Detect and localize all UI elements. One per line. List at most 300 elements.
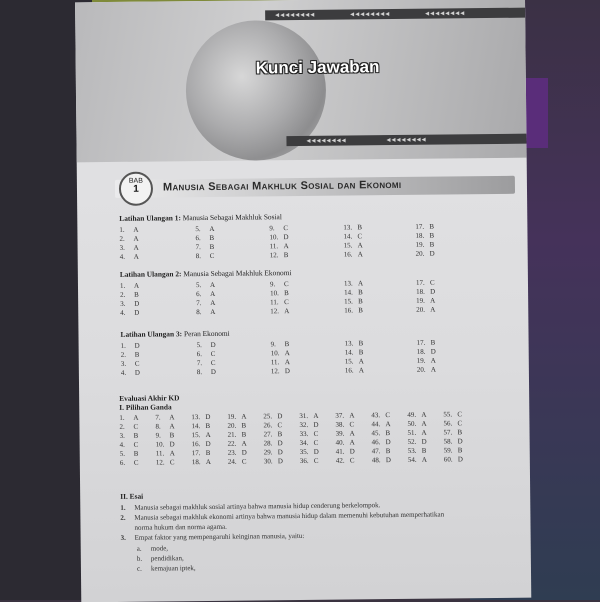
answer-letter: C bbox=[211, 359, 216, 367]
essay-subitem-text: kemajuan iptek, bbox=[151, 564, 196, 572]
answer-item bbox=[344, 250, 363, 258]
evaluation-answer-item bbox=[336, 429, 355, 437]
evaluation-answer-item bbox=[155, 413, 174, 421]
answer-letter: C bbox=[284, 298, 289, 306]
answer-letter: B bbox=[242, 431, 247, 439]
evaluation-answer-item bbox=[191, 413, 210, 421]
evaluation-answer-item bbox=[444, 446, 463, 454]
answer-number: 19. bbox=[227, 413, 241, 421]
answer-letter: A bbox=[169, 413, 174, 421]
evaluation-answer-item bbox=[408, 447, 427, 455]
answer-letter: A bbox=[313, 412, 318, 420]
answer-letter: B bbox=[358, 297, 363, 305]
arrows-decoration: ◂◂◂◂◂◂◂◂ bbox=[386, 135, 426, 145]
answer-number: 51. bbox=[407, 429, 421, 437]
answer-number: 17. bbox=[417, 339, 431, 347]
answer-letter: B bbox=[205, 422, 210, 430]
answer-item bbox=[416, 306, 435, 314]
evaluation-answer-item bbox=[120, 450, 139, 458]
evaluation-answer-item bbox=[156, 440, 175, 448]
answer-number: 5. bbox=[120, 450, 134, 458]
answer-item bbox=[197, 350, 216, 358]
evaluation-answer-item bbox=[156, 449, 175, 457]
answer-item bbox=[271, 358, 290, 366]
answer-item bbox=[271, 340, 290, 348]
answer-item bbox=[417, 366, 436, 374]
evaluation-answer-item bbox=[264, 448, 283, 456]
answer-item bbox=[196, 290, 215, 298]
answer-number: 3. bbox=[120, 432, 134, 440]
answer-letter: B bbox=[359, 348, 364, 356]
answer-number: 9. bbox=[269, 224, 283, 232]
answer-number: 13. bbox=[344, 279, 358, 287]
answer-number: 5. bbox=[196, 281, 210, 289]
evaluation-answer-item bbox=[227, 422, 246, 430]
answer-number: 43. bbox=[371, 411, 385, 419]
answer-letter: D bbox=[313, 421, 318, 429]
answer-letter: A bbox=[284, 307, 289, 315]
answer-number: 7. bbox=[196, 299, 210, 307]
evaluation-answer-item bbox=[299, 421, 318, 429]
evaluation-answer-item bbox=[443, 410, 462, 418]
answer-number: 15. bbox=[345, 357, 359, 365]
answer-letter: D bbox=[211, 341, 216, 349]
answer-letter: B bbox=[284, 251, 289, 259]
answer-item bbox=[345, 339, 364, 347]
answer-number: 48. bbox=[372, 456, 386, 464]
answer-item bbox=[344, 297, 363, 305]
answer-number: 13. bbox=[345, 339, 359, 347]
evaluation-answer-item bbox=[227, 413, 246, 421]
essay-item bbox=[120, 501, 380, 512]
evaluation-answer-item bbox=[408, 438, 427, 446]
answer-letter: C bbox=[277, 421, 282, 429]
answer-letter: B bbox=[134, 432, 139, 440]
evaluation-answer-item bbox=[300, 430, 319, 438]
answer-letter: D bbox=[135, 342, 140, 350]
answer-letter: C bbox=[457, 419, 462, 427]
answer-number: 1. bbox=[120, 282, 134, 290]
answer-letter: A bbox=[359, 357, 364, 365]
evaluation-answer-item bbox=[443, 428, 462, 436]
answer-item bbox=[120, 244, 139, 252]
answer-number: 46. bbox=[372, 438, 386, 446]
answer-letter: A bbox=[134, 244, 139, 252]
answer-letter: A bbox=[358, 250, 363, 258]
answer-number: 2. bbox=[119, 423, 133, 431]
answer-item bbox=[271, 367, 290, 375]
answer-letter: D bbox=[134, 309, 139, 317]
answer-number: 47. bbox=[372, 447, 386, 455]
answer-number: 10. bbox=[156, 440, 170, 448]
essay-subitem-letter: c. bbox=[137, 565, 151, 573]
answer-letter: C bbox=[349, 420, 354, 428]
answer-letter: A bbox=[133, 235, 138, 243]
essay-subitem bbox=[137, 554, 184, 562]
chapter-number: 1 bbox=[121, 185, 151, 195]
answer-item bbox=[271, 349, 290, 357]
answer-number: 22. bbox=[228, 440, 242, 448]
answer-number: 53. bbox=[408, 447, 422, 455]
answer-letter: D bbox=[205, 413, 210, 421]
answer-item bbox=[345, 357, 364, 365]
answer-item bbox=[197, 368, 216, 376]
answer-item bbox=[344, 288, 363, 296]
evaluation-answer-item bbox=[192, 449, 211, 457]
evaluation-answer-item bbox=[228, 431, 247, 439]
answer-letter: C bbox=[283, 224, 288, 232]
answer-number: 41. bbox=[336, 448, 350, 456]
answer-letter: A bbox=[350, 438, 355, 446]
answer-number: 5. bbox=[197, 341, 211, 349]
answer-letter: B bbox=[206, 449, 211, 457]
chapter-label: BAB bbox=[121, 178, 151, 185]
answer-letter: D bbox=[430, 288, 435, 296]
answer-letter: C bbox=[457, 410, 462, 418]
answer-number: 3. bbox=[120, 244, 134, 252]
exercise-title-topic: Manusia Sebagai Makhluk Ekonomi bbox=[183, 268, 291, 278]
evaluation-answer-item bbox=[192, 440, 211, 448]
evaluation-answer-item bbox=[119, 414, 138, 422]
answer-number: 3. bbox=[121, 360, 135, 368]
answer-item bbox=[344, 241, 363, 249]
answer-number: 50. bbox=[407, 420, 421, 428]
evaluation-answer-item bbox=[120, 459, 139, 467]
essay-subitem bbox=[137, 544, 168, 552]
answer-number: 9. bbox=[271, 340, 285, 348]
answer-number: 25. bbox=[263, 412, 277, 420]
essay-number: 2. bbox=[120, 514, 134, 522]
evaluation-subtitle: I. Pilihan Ganda bbox=[119, 402, 171, 412]
evaluation-answer-item bbox=[264, 430, 283, 438]
answer-letter: D bbox=[386, 438, 391, 446]
answer-item bbox=[196, 308, 215, 316]
answer-number: 29. bbox=[264, 448, 278, 456]
evaluation-answer-item bbox=[444, 437, 463, 445]
answer-number: 2. bbox=[121, 351, 135, 359]
answer-item bbox=[119, 226, 138, 234]
page-title: Kunci Jawaban bbox=[256, 57, 380, 78]
answer-number: 56. bbox=[443, 419, 457, 427]
answer-letter: B bbox=[209, 234, 214, 242]
answer-letter: B bbox=[357, 223, 362, 231]
answer-letter: A bbox=[134, 282, 139, 290]
answer-letter: C bbox=[134, 459, 139, 467]
answer-letter: B bbox=[457, 428, 462, 436]
answer-letter: D bbox=[211, 368, 216, 376]
answer-letter: C bbox=[430, 279, 435, 287]
evaluation-answer-item bbox=[335, 420, 354, 428]
answer-item bbox=[195, 225, 214, 233]
answer-number: 19. bbox=[416, 241, 430, 249]
answer-letter: B bbox=[430, 241, 435, 249]
document-page bbox=[75, 0, 531, 602]
answer-number: 38. bbox=[335, 421, 349, 429]
answer-item bbox=[416, 250, 435, 258]
answer-letter: B bbox=[385, 429, 390, 437]
evaluation-answer-item bbox=[264, 457, 283, 465]
answer-letter: C bbox=[242, 458, 247, 466]
evaluation-answer-item bbox=[263, 412, 282, 420]
evaluation-answer-item bbox=[119, 423, 138, 431]
answer-letter: C bbox=[314, 430, 319, 438]
evaluation-answer-item bbox=[263, 421, 282, 429]
answer-letter: C bbox=[134, 441, 139, 449]
answer-letter: C bbox=[314, 439, 319, 447]
answer-letter: D bbox=[206, 440, 211, 448]
answer-letter: D bbox=[278, 448, 283, 456]
answer-item bbox=[196, 243, 215, 251]
essay-subitem-letter: b. bbox=[137, 555, 151, 563]
answer-number: 19. bbox=[416, 297, 430, 305]
answer-item bbox=[270, 298, 289, 306]
answer-letter: B bbox=[358, 306, 363, 314]
answer-letter: A bbox=[358, 241, 363, 249]
answer-letter: A bbox=[210, 299, 215, 307]
answer-letter: B bbox=[170, 431, 175, 439]
answer-number: 49. bbox=[407, 411, 421, 419]
answer-number: 42. bbox=[336, 457, 350, 465]
answer-item bbox=[197, 341, 216, 349]
answer-number: 6. bbox=[197, 350, 211, 358]
answer-letter: B bbox=[358, 288, 363, 296]
answer-letter: B bbox=[386, 447, 391, 455]
answer-number: 39. bbox=[336, 430, 350, 438]
answer-number: 18. bbox=[192, 458, 206, 466]
answer-item bbox=[270, 242, 289, 250]
answer-item bbox=[196, 281, 215, 289]
answer-letter: A bbox=[385, 420, 390, 428]
answer-item bbox=[270, 251, 289, 259]
evaluation-answer-item bbox=[371, 411, 390, 419]
answer-number: 20. bbox=[227, 422, 241, 430]
answer-item bbox=[121, 351, 140, 359]
answer-number: 32. bbox=[299, 421, 313, 429]
answer-number: 17. bbox=[416, 279, 430, 287]
answer-letter: B bbox=[284, 289, 289, 297]
answer-item bbox=[120, 291, 139, 299]
answer-number: 19. bbox=[417, 357, 431, 365]
answer-letter: B bbox=[278, 430, 283, 438]
answer-number: 44. bbox=[371, 420, 385, 428]
evaluation-answer-item bbox=[228, 449, 247, 457]
answer-letter: B bbox=[429, 232, 434, 240]
essay-subitem bbox=[137, 564, 196, 573]
evaluation-title: Evaluasi Akhir KD bbox=[119, 393, 179, 403]
answer-number: 12. bbox=[270, 307, 284, 315]
answer-letter: B bbox=[458, 446, 463, 454]
answer-number: 34. bbox=[300, 439, 314, 447]
answer-letter: A bbox=[285, 349, 290, 357]
answer-number: 23. bbox=[228, 449, 242, 457]
answer-letter: D bbox=[422, 438, 427, 446]
answer-number: 20. bbox=[416, 306, 430, 314]
answer-letter: B bbox=[134, 450, 139, 458]
answer-number: 20. bbox=[416, 250, 430, 258]
answer-number: 17. bbox=[192, 449, 206, 457]
answer-number: 7. bbox=[155, 413, 169, 421]
answer-number: 37. bbox=[335, 412, 349, 420]
answer-number: 45. bbox=[371, 429, 385, 437]
answer-letter: A bbox=[421, 420, 426, 428]
answer-number: 11. bbox=[270, 298, 284, 306]
answer-number: 4. bbox=[121, 369, 135, 377]
answer-item bbox=[196, 252, 215, 260]
exercise-title-topic: Peran Ekonomi bbox=[184, 329, 230, 338]
evaluation-answer-item bbox=[371, 420, 390, 428]
answer-number: 4. bbox=[120, 309, 134, 317]
answer-letter: D bbox=[242, 449, 247, 457]
evaluation-answer-item bbox=[300, 439, 319, 447]
answer-item bbox=[345, 366, 364, 374]
exercise-title bbox=[120, 329, 229, 339]
answer-number: 52. bbox=[408, 438, 422, 446]
answer-letter: D bbox=[283, 233, 288, 241]
answer-letter: C bbox=[357, 232, 362, 240]
answer-letter: A bbox=[169, 422, 174, 430]
evaluation-answer-item bbox=[299, 412, 318, 420]
answer-number: 9. bbox=[156, 431, 170, 439]
answer-item bbox=[345, 348, 364, 356]
evaluation-answer-item bbox=[300, 448, 319, 456]
answer-number: 54. bbox=[408, 456, 422, 464]
answer-item bbox=[195, 234, 214, 242]
answer-item bbox=[120, 300, 139, 308]
answer-letter: A bbox=[285, 358, 290, 366]
answer-letter: A bbox=[210, 308, 215, 316]
answer-number: 18. bbox=[417, 348, 431, 356]
answer-letter: B bbox=[210, 243, 215, 251]
answer-number: 36. bbox=[300, 457, 314, 465]
evaluation-answer-item bbox=[407, 411, 426, 419]
answer-number: 16. bbox=[344, 306, 358, 314]
answer-number: 20. bbox=[417, 366, 431, 374]
answer-number: 31. bbox=[299, 412, 313, 420]
answer-number: 6. bbox=[195, 234, 209, 242]
answer-number: 13. bbox=[191, 413, 205, 421]
answer-letter: D bbox=[431, 348, 436, 356]
answer-letter: D bbox=[135, 369, 140, 377]
answer-item bbox=[270, 307, 289, 315]
answer-letter: D bbox=[314, 448, 319, 456]
answer-item bbox=[343, 223, 362, 231]
answer-item bbox=[416, 279, 435, 287]
answer-letter: C bbox=[385, 411, 390, 419]
answer-number: 26. bbox=[263, 421, 277, 429]
answer-number: 24. bbox=[228, 458, 242, 466]
evaluation-answer-item bbox=[335, 411, 354, 419]
evaluation-answer-item bbox=[408, 456, 427, 464]
evaluation-answer-item bbox=[155, 422, 174, 430]
answer-item bbox=[416, 297, 435, 305]
answer-item bbox=[344, 279, 363, 287]
answer-letter: A bbox=[133, 414, 138, 422]
answer-number: 58. bbox=[444, 437, 458, 445]
answer-letter: A bbox=[349, 411, 354, 419]
answer-letter: A bbox=[359, 366, 364, 374]
evaluation-answer-item bbox=[300, 457, 319, 465]
answer-letter: B bbox=[134, 291, 139, 299]
answer-letter: A bbox=[430, 306, 435, 314]
answer-item bbox=[120, 253, 139, 261]
answer-number: 18. bbox=[416, 288, 430, 296]
answer-number: 28. bbox=[264, 439, 278, 447]
answer-number: 12. bbox=[270, 251, 284, 259]
evaluation-answer-item bbox=[156, 431, 175, 439]
answer-number: 8. bbox=[196, 252, 210, 260]
answer-letter: C bbox=[350, 456, 355, 464]
answer-letter: B bbox=[135, 351, 140, 359]
answer-item bbox=[343, 232, 362, 240]
answer-letter: B bbox=[429, 223, 434, 231]
answer-number: 40. bbox=[336, 439, 350, 447]
evaluation-answer-item bbox=[228, 440, 247, 448]
answer-item bbox=[416, 241, 435, 249]
evaluation-answer-item bbox=[120, 441, 139, 449]
answer-letter: A bbox=[421, 411, 426, 419]
answer-letter: C bbox=[211, 350, 216, 358]
answer-number: 8. bbox=[197, 368, 211, 376]
answer-letter: A bbox=[242, 440, 247, 448]
answer-letter: B bbox=[431, 339, 436, 347]
answer-letter: A bbox=[358, 279, 363, 287]
answer-number: 59. bbox=[444, 446, 458, 454]
essay-title: II. Esai bbox=[120, 492, 143, 501]
answer-item bbox=[417, 339, 436, 347]
exercise-title-label: Latihan Ulangan 2: bbox=[120, 269, 184, 279]
chapter-badge bbox=[119, 172, 153, 206]
answer-number: 60. bbox=[444, 455, 458, 463]
essay-text: Manusia sebagai makhluk sosial artinya bahwa manusia hidup cenderung berkelompok. bbox=[134, 501, 380, 512]
answer-letter: B bbox=[285, 340, 290, 348]
answer-number: 15. bbox=[192, 431, 206, 439]
answer-number: 18. bbox=[415, 232, 429, 240]
answer-letter: C bbox=[170, 458, 175, 466]
evaluation-answer-item bbox=[444, 455, 463, 463]
answer-item bbox=[196, 299, 215, 307]
answer-letter: D bbox=[134, 300, 139, 308]
answer-letter: A bbox=[284, 242, 289, 250]
answer-number: 12. bbox=[156, 458, 170, 466]
essay-text: Empat faktor yang mempengaruhi keinginan manusia, yaitu: bbox=[135, 532, 305, 542]
evaluation-answer-item bbox=[192, 458, 211, 466]
answer-item bbox=[269, 224, 288, 232]
evaluation-answer-item bbox=[407, 429, 426, 437]
answer-letter: A bbox=[210, 290, 215, 298]
answer-number: 13. bbox=[343, 223, 357, 231]
answer-number: 9. bbox=[270, 280, 284, 288]
answer-number: 15. bbox=[344, 297, 358, 305]
evaluation-answer-item bbox=[336, 447, 355, 455]
answer-number: 10. bbox=[269, 233, 283, 241]
answer-number: 12. bbox=[271, 367, 285, 375]
answer-letter: A bbox=[431, 366, 436, 374]
answer-number: 1. bbox=[119, 414, 133, 422]
answer-item bbox=[121, 369, 140, 377]
evaluation-answer-item bbox=[192, 431, 211, 439]
evaluation-answer-item bbox=[264, 439, 283, 447]
answer-letter: A bbox=[421, 429, 426, 437]
answer-letter: A bbox=[431, 357, 436, 365]
answer-number: 10. bbox=[270, 289, 284, 297]
answer-letter: D bbox=[170, 440, 175, 448]
answer-item bbox=[270, 289, 289, 297]
answer-item bbox=[417, 348, 436, 356]
answer-number: 16. bbox=[192, 440, 206, 448]
answer-number: 4. bbox=[120, 441, 134, 449]
answer-number: 1. bbox=[119, 226, 133, 234]
evaluation-answer-item bbox=[336, 438, 355, 446]
